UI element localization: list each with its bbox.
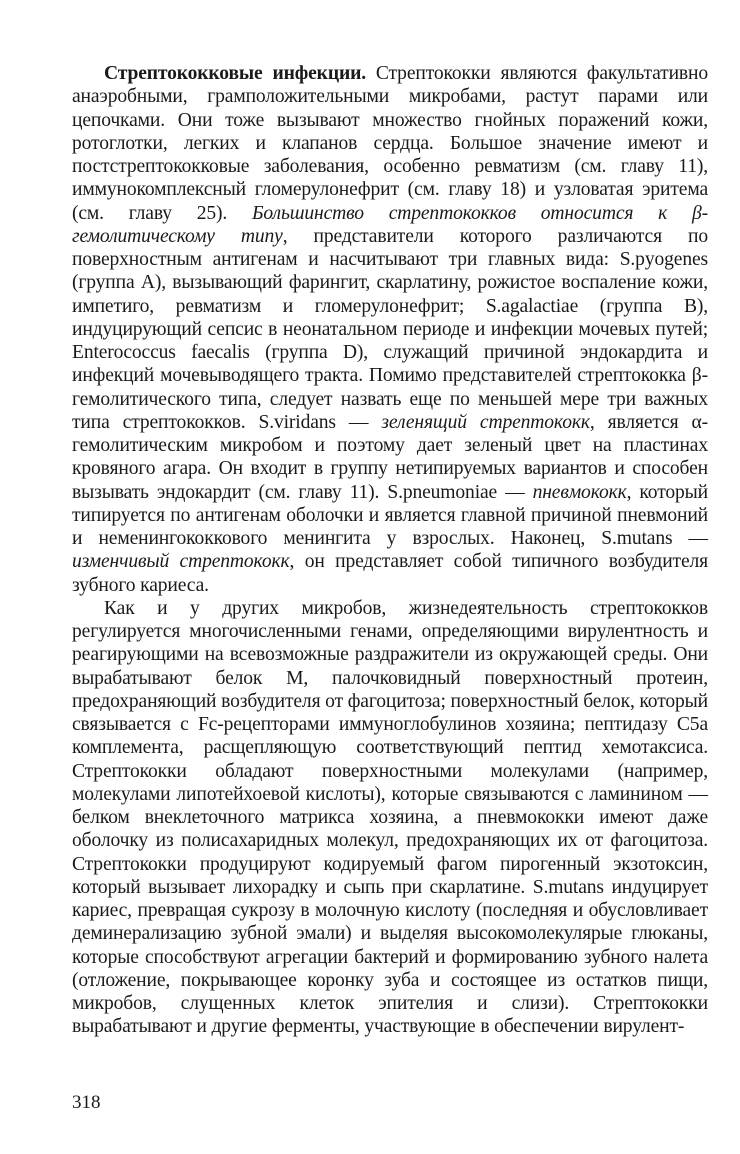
text-run: , он представляет собой типичного возбудителя зубного кариеса. <box>72 551 708 596</box>
body-text <box>72 62 708 1039</box>
text-run: , который типируется по антигенам оболочки и является главной причиной пневмоний и неменингококкового менингита у взрослых. Наконец, S.mutans — <box>72 481 708 549</box>
emphasis-text: Большинство стрептококков относится к β-гемолитическому типу <box>72 202 708 247</box>
paragraph-virulence: Как и у других микробов, жизнедеятельность стрептококков регулируется многочисленными генами, определяющими вирулентность и реагирующими на всевозможные раздражители из окружающей среды. Они вырабатывают белок М, палочковидный поверхностный протеин, предохраняющий возбудителя от фагоцитоза; поверхностный белок, который связывается с Fc-рецепторами иммуноглобулинов хозяина; пептидазу С5а комплемента, расщепляющую соответствующий пептид хемотаксиса. Стрептококки обладают поверхностными молекулами (например, молекулами липотейхоевой кислоты), которые связываются с ламинином — белком внеклеточного матрикса хозяина, а пневмококки имеют даже оболочку из полисахаридных молекул, предохраняющих их от фагоцитоза. Стрептококки продуцируют кодируемый фагом пирогенный экзотоксин, который вызывает лихорадку и сыпь при скарлатине. S.mutans индуцирует кариес, превращая сукрозу в молочную кислоту (последняя и обусловливает деминерализацию зубной эмали) и выделяя высокомолекулярые глюканы, которые способствуют агрегации бактерий и формированию зубного налета (отложение, покрывающее коронку зуба и состоящее из остатков пищи, микробов, слущенных клеток эпителия и слизи). Стрептококки вырабатывают и другие ферменты, участвующие в обеспечении вирулент- <box>72 597 708 1038</box>
section-heading: Стрептококковые инфекции. <box>104 63 366 84</box>
paragraph-streptococcal-infections <box>72 62 708 597</box>
text-run: , является α-гемолитическим микробом и поэтому дает зеленый цвет на пластинах кровяного агара. Он входит в группу нетипируемых вариантов и способен вызывать эндокардит (см. главу 11). S.pneumoniae — <box>72 411 708 503</box>
emphasis-text: пневмококк <box>532 481 627 503</box>
text-run: Стрептококки являются факультативно анаэробными, грамположительными микробами, растут парами или цепочками. Они тоже вызывают множество гнойных поражений кожи, ротоглотки, легких и клапанов сердца. Большое значение имеют и постстрептококковые заболевания, особенно ревматизм (см. главу 11), иммунокомплексный гломерулонефрит (см. главу 18) и узловатая эритема (см. главу 25). <box>72 63 708 224</box>
emphasis-text: зеленящий стрептококк <box>381 411 590 433</box>
page-number: 318 <box>72 1092 101 1113</box>
text-run: , представители которого различаются по поверхностным антигенам и насчитывают три главных вида: S.pyogenes (группа А), вызывающий фарингит, скарлатину, рожистое воспаление кожи, импетиго, ревматизм и гломерулонефрит; S.agalactiae (группа В), индуцирующий сепсис в неонатальном периоде и инфекции мочевых путей; Enterococcus faecalis (группа D), служащий причиной эндокардита и инфекций мочевыводящего тракта. Помимо представителей стрептококка β-гемолитического типа, следует назвать еще по меньшей мере три важных типа стрептококков. S.viridans — <box>72 225 708 433</box>
emphasis-text: изменчивый стрептококк <box>72 551 290 573</box>
